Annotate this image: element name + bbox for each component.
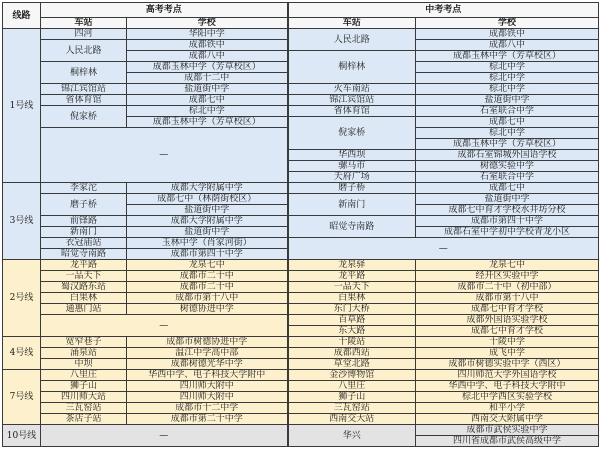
- zk-station: 锦江宾馆站: [288, 95, 416, 106]
- gk-school: 树德协进中学: [127, 304, 288, 315]
- zk-school: 棕北中学: [416, 73, 599, 84]
- gk-school: 成都市树德协进中学: [127, 337, 288, 348]
- gk-school: 成都铁中: [127, 40, 288, 51]
- gk-school: 成都十二中: [127, 73, 288, 84]
- zk-school: 棕北中学: [416, 62, 599, 73]
- gk-station: 李家沱: [41, 183, 127, 194]
- zk-station: 磨子桥: [288, 183, 416, 194]
- zk-station: 省体育馆: [288, 106, 416, 117]
- zk-station: 华西坝: [288, 150, 416, 161]
- gk-school: 龙泉七中: [127, 260, 288, 271]
- gk-station: 通惠门站: [41, 304, 127, 315]
- gk-school: 成都大学附属中学: [127, 216, 288, 227]
- gk-school: 成都市第四十中学: [127, 249, 288, 260]
- zk-school: 成都石室中学初中学校青龙小区: [416, 227, 599, 238]
- zhongkao-header: 中考考点: [288, 3, 599, 18]
- gk-station: 茶店子站: [41, 414, 127, 425]
- zk-station: 三瓦窑站: [288, 403, 416, 414]
- zk-school: 棕北中学西区实验学校: [416, 392, 599, 403]
- gk-station: 三瓦窑站: [41, 403, 127, 414]
- gk-station: 八里庄: [41, 370, 127, 381]
- gk-school: 成都市第二十中学: [127, 414, 288, 425]
- zk-school: 石室联合中学: [416, 106, 599, 117]
- zk-station: 人民北路: [288, 29, 416, 51]
- gaokao-school-header: 学校: [127, 18, 288, 29]
- gk-station: 昭觉寺南路: [41, 249, 127, 260]
- gk-school: 盐道街中学: [127, 205, 288, 216]
- zk-school: 四川省成都市武侯高级中学: [416, 436, 599, 447]
- zk-school: 华西中学、电子科技大学附中: [416, 381, 599, 392]
- exam-metro-table: [2, 2, 599, 447]
- zk-school: 四川师范大学外国语学校: [416, 370, 599, 381]
- zhongkao-station-header: 车站: [288, 18, 416, 29]
- zk-school: 成都市树德实验中学（西区）: [416, 359, 599, 370]
- gk-station: 龙平路: [41, 260, 127, 271]
- gk-station: 磨子桥: [41, 194, 127, 216]
- gk-station: 省体育馆: [41, 95, 127, 106]
- gk-school: 成都市二十中: [127, 282, 288, 293]
- gk-station: 人民北路: [41, 40, 127, 62]
- line-7-label: 7号线: [3, 370, 41, 425]
- zk-station: 狮子山: [288, 392, 416, 403]
- line-1-label: 1号线: [3, 29, 41, 183]
- gk-station: 狮子山: [41, 381, 127, 392]
- gk-school: 四川师大附中: [127, 392, 288, 403]
- zk-station: 东大路: [288, 326, 416, 337]
- zk-station: 成都西站: [288, 348, 416, 359]
- gk-station: 中坝: [41, 359, 127, 370]
- zk-station: 八里庄: [288, 381, 416, 392]
- gk-school: 成都市十二中学: [127, 403, 288, 414]
- gk-school: 四川师大附中: [127, 381, 288, 392]
- zk-school: 成都石室锦城外国语学校: [416, 150, 599, 161]
- zk-school: 成都外国语实验学校: [416, 315, 599, 326]
- zk-school: 成都七中育才学校: [416, 326, 599, 337]
- gaokao-header: 高考考点: [41, 3, 288, 18]
- gk-school: 成都市二十中: [127, 271, 288, 282]
- zk-school: 成飞中学: [416, 348, 599, 359]
- zk-station: 龙平路: [288, 271, 416, 282]
- line-column-header: 线路: [3, 3, 41, 29]
- gk-school: 成都树德光华中学: [127, 359, 288, 370]
- zk-school: 和平小学: [416, 403, 599, 414]
- zk-empty-dash: —: [288, 238, 599, 260]
- zk-school: 成都市武侯实验中学: [416, 425, 599, 436]
- line-3-label: 3号线: [3, 183, 41, 260]
- gk-school: 温江中学高中部: [127, 348, 288, 359]
- zk-station: 昭觉寺南路: [288, 216, 416, 238]
- zk-station: 东门大桥: [288, 304, 416, 315]
- zk-school: 成都市第十八中: [416, 293, 599, 304]
- gk-empty-dash: —: [41, 315, 288, 337]
- zk-station: 桐梓林: [288, 51, 416, 84]
- gk-school: 华西中学、电子科技大学附中: [127, 370, 288, 381]
- zk-station: 草堂北路: [288, 359, 416, 370]
- zk-school: 成都七中育才学校水井坊分校: [416, 205, 599, 216]
- gk-school: 玉林中学（肖家河街）: [127, 238, 288, 249]
- gk-station: 锦江宾馆站: [41, 84, 127, 95]
- gk-station: 倪家桥: [41, 106, 127, 128]
- gk-empty-dash: —: [41, 128, 288, 183]
- gk-school: 成都玉林中学（芳草校区）: [127, 117, 288, 128]
- zk-station: 骡马市: [288, 161, 416, 172]
- zk-school: 石室联合中学: [416, 172, 599, 183]
- zk-school: 成都玉林中学（芳草校区）: [416, 139, 599, 150]
- gk-school: 成都市第十八中: [127, 293, 288, 304]
- gk-station: 前锋路: [41, 216, 127, 227]
- zk-school: 经开区实验中学: [416, 271, 599, 282]
- zk-school: 树德实验中学: [416, 161, 599, 172]
- zk-school: 成都市二十中（初中部）: [416, 282, 599, 293]
- zk-station: 天府广场: [288, 172, 416, 183]
- gk-station: 新南门: [41, 227, 127, 238]
- gk-station: 宽窄巷子: [41, 337, 127, 348]
- gk-empty-dash: —: [41, 425, 288, 447]
- zk-school: 西南交大附属中学: [416, 414, 599, 425]
- zk-station: 火车南站: [288, 84, 416, 95]
- zk-school: 十陵中学: [416, 337, 599, 348]
- zk-school: 成都铁中: [416, 29, 599, 40]
- gk-school: 成都八中: [127, 51, 288, 62]
- line-4-label: 4号线: [3, 337, 41, 370]
- gk-school: 华阳中学: [127, 29, 288, 40]
- gk-station: 衣冠庙站: [41, 238, 127, 249]
- zhongkao-school-header: 学校: [416, 18, 599, 29]
- gaokao-station-header: 车站: [41, 18, 127, 29]
- gk-school: 成都七中（林荫街校区）: [127, 194, 288, 205]
- zk-school: 成都七中: [416, 117, 599, 128]
- zk-school: 成都市第四十中学: [416, 216, 599, 227]
- zk-station: 龙泉驿: [288, 260, 416, 271]
- gk-school: 盐道街中学: [127, 227, 288, 238]
- gk-station: 四河: [41, 29, 127, 40]
- gk-school: 成都大学附属中学: [127, 183, 288, 194]
- zk-station: 白果林: [288, 293, 416, 304]
- gk-station: 桐梓林: [41, 62, 127, 84]
- gk-school: 成都七中: [127, 95, 288, 106]
- gk-station: 四川师大站: [41, 392, 127, 403]
- zk-school: 盐道街中学: [416, 95, 599, 106]
- gk-school: 成都玉林中学（芳草校区）: [127, 62, 288, 73]
- line-10-label: 10号线: [3, 425, 41, 447]
- gk-station: 涌泉站: [41, 348, 127, 359]
- zk-school: 棕北中学: [416, 128, 599, 139]
- zk-school: 成都八中: [416, 40, 599, 51]
- gk-station: 蜀汉路东站: [41, 282, 127, 293]
- zk-school: 棕北中学: [416, 84, 599, 95]
- zk-station: 十陵站: [288, 337, 416, 348]
- gk-station: 白果林: [41, 293, 127, 304]
- zk-station: 西南交大站: [288, 414, 416, 425]
- zk-station: 华兴: [288, 425, 416, 447]
- zk-school: 盐道街中学: [416, 194, 599, 205]
- gk-station: 一品天下: [41, 271, 127, 282]
- zk-school: 成都七中育才学校: [416, 304, 599, 315]
- zk-station: 新南门: [288, 194, 416, 216]
- zk-station: 金沙博物馆: [288, 370, 416, 381]
- zk-school: 龙泉七中: [416, 260, 599, 271]
- zk-station: 倪家桥: [288, 117, 416, 150]
- zk-station: 百草路: [288, 315, 416, 326]
- line-2-label: 2号线: [3, 260, 41, 337]
- gk-school: 盐道街中学: [127, 84, 288, 95]
- zk-school: 成都七中: [416, 183, 599, 194]
- zk-station: 一品天下: [288, 282, 416, 293]
- zk-school: 成都玉林中学（芳草校区）: [416, 51, 599, 62]
- gk-school: 棕北中学: [127, 106, 288, 117]
